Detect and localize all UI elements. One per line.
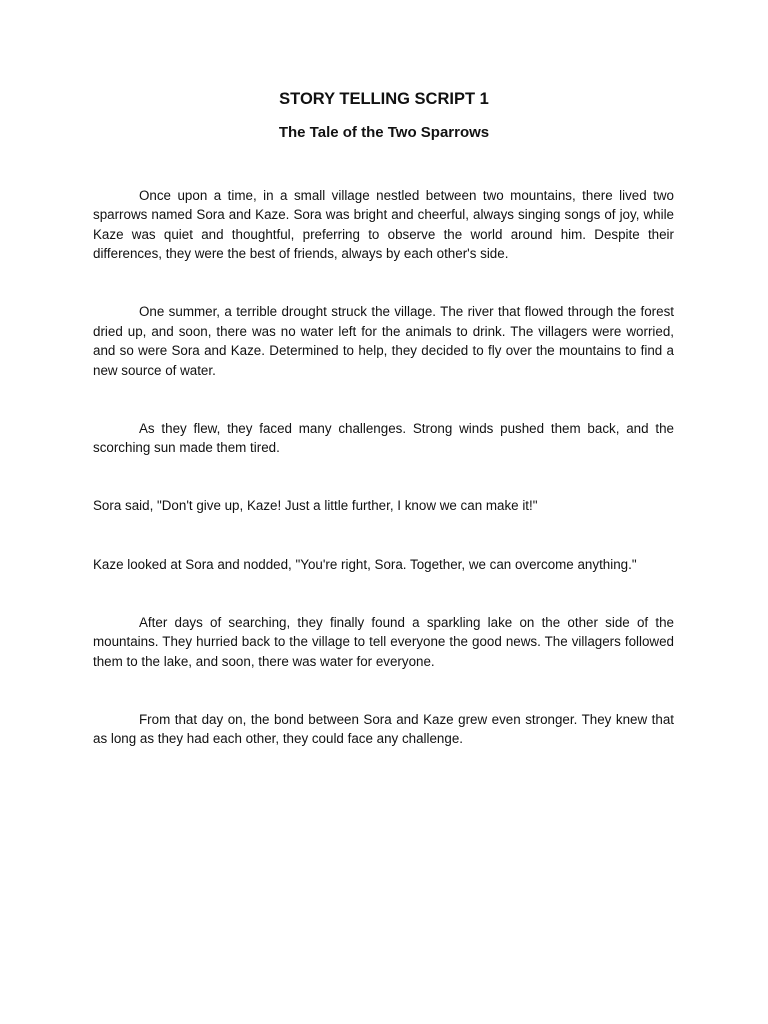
story-paragraph-6: After days of searching, they finally found a sparkling lake on the other side of the mountains. They hurried back to the village to tell everyone the good news. The villagers followed them to the lake, and soon, there was water for everyone. bbox=[93, 614, 674, 669]
story-paragraph-3: As they flew, they faced many challenges. Strong winds pushed them back, and the scorching sun made them tired. bbox=[93, 420, 674, 456]
story-body bbox=[93, 186, 674, 787]
dialogue-sora: Sora said, "Don't give up, Kaze! Just a little further, I know we can make it!" bbox=[93, 498, 538, 514]
story-paragraph-1: Once upon a time, in a small village nestled between two mountains, there lived two sparrows named Sora and Kaze. Sora was bright and cheerful, always singing songs of joy, while Kaze was quiet and thoughtful, preferring to observe the world around him. Despite their differences, they were the best of friends, always by each other's side. bbox=[93, 188, 674, 262]
dialogue-kaze: Kaze looked at Sora and nodded, "You're right, Sora. Together, we can overcome anything." bbox=[93, 556, 637, 572]
story-paragraph-7: From that day on, the bond between Sora and Kaze grew even stronger. They knew that as long as they had each other, they could face any challenge. bbox=[93, 711, 674, 747]
document-title: STORY TELLING SCRIPT 1 bbox=[279, 90, 489, 108]
document-subtitle: The Tale of the Two Sparrows bbox=[278, 124, 490, 141]
story-paragraph-2: One summer, a terrible drought struck the village. The river that flowed through the forest dried up, and soon, there was no water left for the animals to drink. The villagers were worried, and so were Sora and Kaze. Determined to help, they decided to fly over the mountains to find a new source of water. bbox=[93, 304, 674, 378]
